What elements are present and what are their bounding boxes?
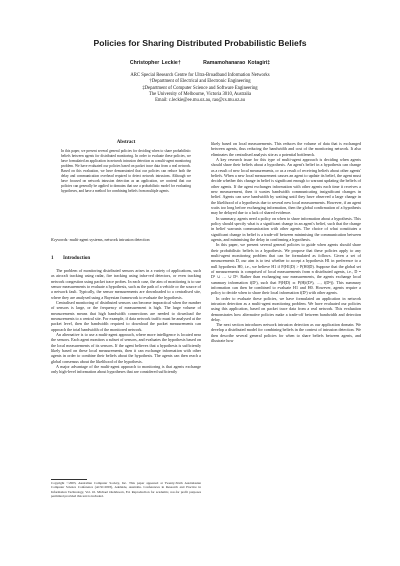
paragraph: likely based on local measurements. This reduces the volume of data that is exchanged between agents, thus reducing the bandwidth and cost of the monitoring network. It also eliminates the centralised analysis site as a potential bottleneck.	[211, 141, 361, 157]
affiliation-line: The University of Melbourne, Victoria 3010, Australia	[148, 91, 252, 97]
author-list	[0, 60, 400, 66]
copyright-footnote: Copyright ©2003, Australian Computer Society, Inc. This paper appeared at Twenty-Sixth Australasian Computer Science Conference (ACSC2003), Adelaide, Australia. Conferences in Research and Practice in Information Technology, Vol. 16. Michael Oudshoorn, Ed. Reproduction for academic, not-for profit purposes permitted provided this text is included.	[51, 481, 201, 498]
author-name: Ramamohanarao Kotagiri‡	[203, 60, 271, 66]
keywords-text: multi-agent systems, network intrusion detection	[69, 237, 150, 242]
footnote-rule	[51, 479, 87, 480]
section-heading	[51, 256, 201, 261]
section-title: Introduction	[63, 256, 91, 261]
abstract-heading: Abstract	[116, 140, 136, 145]
paragraph: In order to evaluate these policies, we have formulated an application in network intrusion detection as a multi-agent monitoring problem. We have evaluated our policies using this application, based on packet trace data from a real network. This evaluation demonstrates how alternative policies make a trade-off between bandwidth and detection delay.	[211, 295, 361, 322]
paragraph: A key research issue for this type of multi-agent approach is deciding when agents should share their beliefs about a hypothesis. An agent's belief in a hypothesis can change as a result of new local measurements, or as a result of receiving beliefs about other agents' beliefs. When a new local measurement causes an agent to update its belief, the agent must decide whether this change in belief is significant enough to warrant updating the beliefs of other agents. If the agent exchanges information with other agents each time it receives a new measurement, then it wastes bandwidth communicating insignificant changes in belief. Agents can save bandwidth by waiting until they have observed a large change in the likelihood of a hypothesis due to several new local measurements. However, if an agent waits too long before exchanging information, then the global confirmation of a hypothesis may be delayed due to a lack of shared evidence.	[211, 156, 361, 216]
paragraph: The next section introduces network intrusion detection as our application domain. We develop a distributed model for combining beliefs in the context of intrusion detection. We then describe several general policies for when to share beliefs between agents, and illustrate how	[211, 322, 361, 344]
keywords-label: Keywords:	[51, 237, 69, 242]
affiliation-line: †Department of Electrical and Electronic Engineering	[149, 79, 251, 85]
affiliation-line: ‡Department of Computer Science and Software Engineering	[142, 85, 258, 91]
paragraph: The problem of monitoring distributed sensors arises in a variety of applications, such as aircraft tracking using radar, fire tracking using infra-red detectors, or even tracking network congestion using packet trace probes. In each case, the aim of monitoring is to use sensor measurements to evaluate a hypothesis, such as the path of a vehicle or the source of a network fault. Typically, the sensor measurements are downloaded to a centralised site, where they are analysed using a Bayesian framework to evaluate the hypothesis.	[51, 268, 201, 300]
paragraph: An alternative is to use a multi-agent approach, where more intelligence is located near the sensors. Each agent monitors a subset of sensors, and evaluates the hypothesis based on the local measurements of its sensors. If the agent believes that a hypothesis is sufficiently likely based on these local measurements, then it can exchange information with other agents in order to combine their beliefs about the hypothesis. The agents can then reach a global consensus about the likelihood of the hypothesis.	[51, 331, 201, 364]
paper-title: Policies for Sharing Distributed Probabilistic Beliefs	[93, 38, 307, 48]
affiliation-line: ARC Special Research Centre for Ultra-Broadband Information Networks	[130, 73, 270, 78]
paragraph: In summary, agents need a policy on when to share information about a hypothesis. This policy should specify what is a significant change in an agent's belief, such that the change in belief warrants communication with other agents. The choice of what constitutes a significant change in belief is a trade-off between minimising the communication between agents, and minimising the delay in confirming a hypothesis.	[211, 215, 361, 242]
left-column-body	[51, 268, 201, 375]
affiliation-block	[0, 73, 400, 104]
paragraph: Centralised monitoring of distributed sensors can become impractical when the number of sensors is large, or the frequency of measurement is high. The large volume of measurements means that high bandwidth connections are needed to download the measurements to a central site. For example, if data network traffic must be analysed at the packet level, then the bandwidth required to download the packet measurements can approach the total bandwidth of the monitored network.	[51, 299, 201, 332]
right-column-body	[211, 141, 361, 343]
paragraph: A major advantage of the multi-agent approach to monitoring is that agents exchange only high-level information about hypotheses that are considered sufficiently	[51, 363, 201, 375]
section-number: 1	[51, 256, 54, 261]
author-name: Christopher Leckie†	[129, 60, 181, 66]
affiliation-email: Email: c.leckie@ee.mu.oz.au, rao@cs.mu.oz.au	[155, 98, 245, 104]
abstract-text: In this paper, we present several general policies for deciding when to share probabilistic beliefs between agents for distributed monitoring. In order to evaluate these policies, we have formulated an application in network intrusion detection as a multi-agent monitoring problem. We have evaluated our policies based on packet trace data from a real network. Based on this evaluation, we have demonstrated that our policies can reduce both the delay and communication overhead required to detect network intrusions. Although we have focused on network intrusion detection as an application, we contend that our policies can generally be applied to domains that use a probabilistic model for evaluating hypotheses, and have a method for combining beliefs from multiple agents.	[61, 149, 191, 193]
keywords-line	[51, 237, 201, 242]
paragraph: In this paper, we present several general policies to guide when agents should share their probabilistic beliefs in a hypothesis. We propose that these policies apply to any multi-agent monitoring problem that can be formulated as follows. Given a set of measurements D, our aim is to test whether to accept a hypothesis H1 in preference to a null hypothesis H0, i.e., we believe H1 if P(H1|D) > P(H0|D). Suppose that the global set of measurements is comprised of local measurements from n distributed agents, i.e., D = D¹ ∪ … ∪ Dⁿ. Rather than exchanging raw measurements, the agents exchange local summary information f(Dⁱ), such that P(H|D) ≃ P(H|f(D¹), …, f(Dⁿ)). This summary information can then be combined to evaluate H1 and H0. However, agents require a policy to decide when to share their local information f(Dⁱ) with other agents.	[211, 242, 361, 296]
